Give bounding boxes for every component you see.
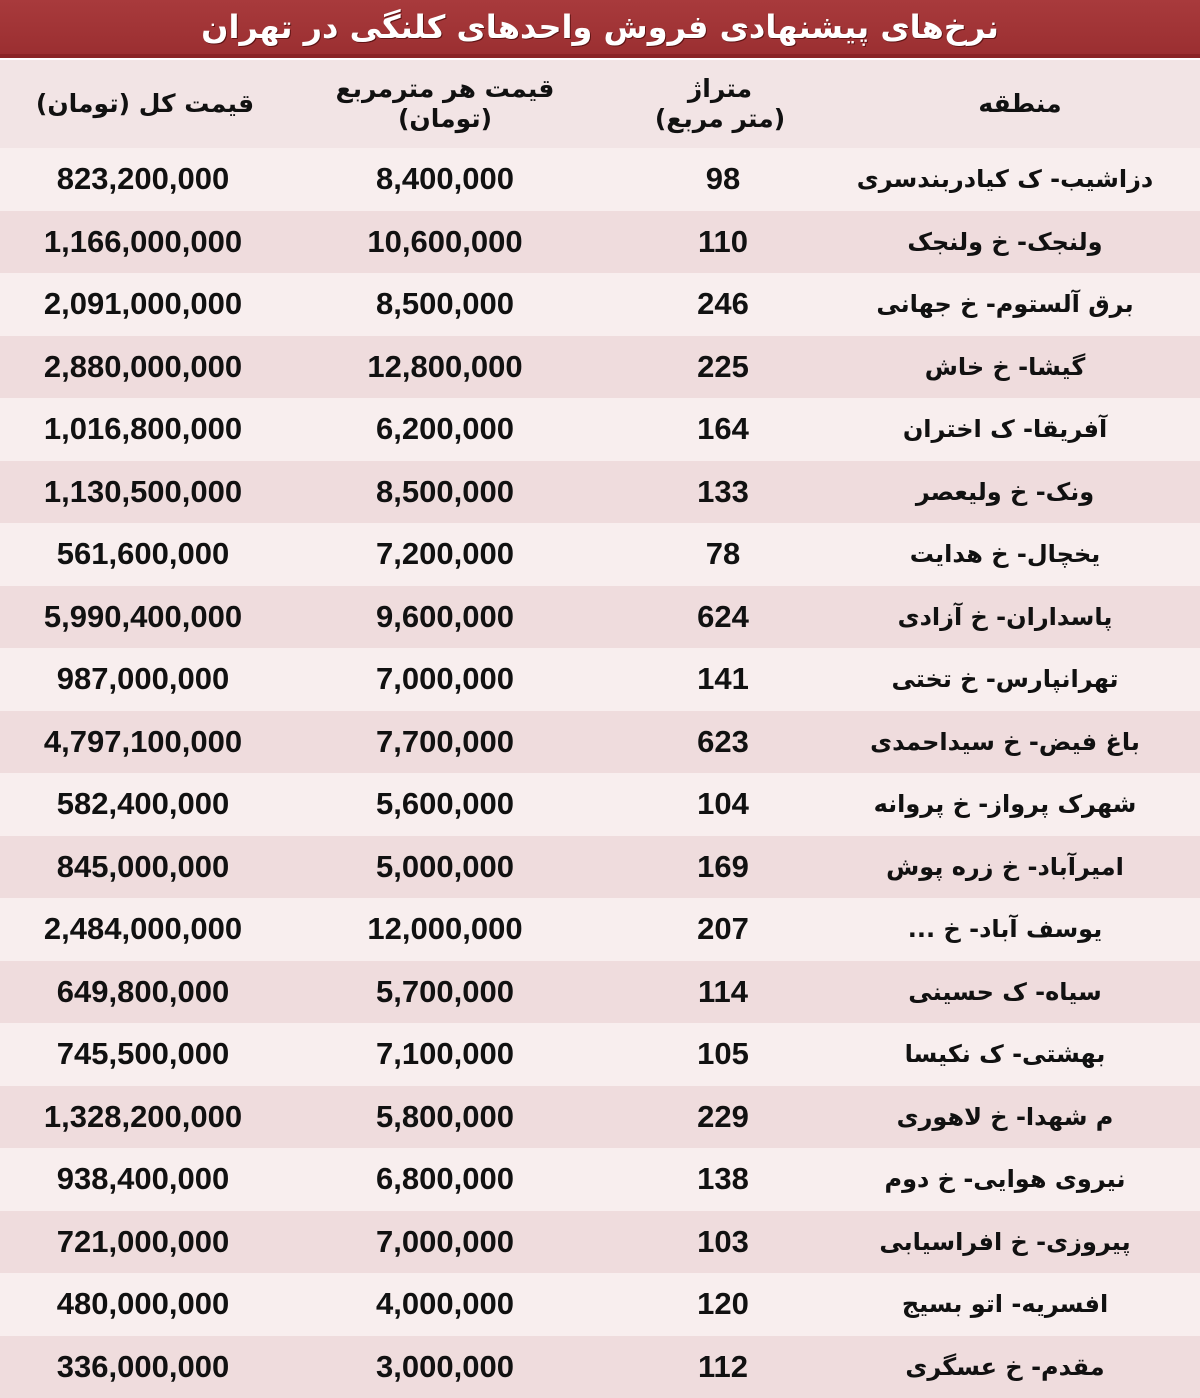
price-per-m2-cell: 8,500,000 bbox=[290, 286, 600, 322]
region-cell: بهشتی- ک نکیسا bbox=[840, 1040, 1200, 1068]
total-price-cell: 1,166,000,000 bbox=[0, 224, 290, 260]
total-price-cell: 1,328,200,000 bbox=[0, 1099, 290, 1135]
table-row bbox=[0, 1148, 1200, 1211]
price-per-m2-cell: 7,700,000 bbox=[290, 724, 600, 760]
price-per-m2-cell: 7,000,000 bbox=[290, 661, 600, 697]
price-per-m2-cell: 7,100,000 bbox=[290, 1036, 600, 1072]
price-per-m2-cell: 4,000,000 bbox=[290, 1286, 600, 1322]
area-cell: 105 bbox=[600, 1036, 840, 1072]
table-header-row bbox=[0, 58, 1200, 148]
area-cell: 141 bbox=[600, 661, 840, 697]
region-cell: تهرانپارس- خ تختی bbox=[840, 665, 1200, 693]
total-price-cell: 2,880,000,000 bbox=[0, 349, 290, 385]
price-per-m2-cell: 5,800,000 bbox=[290, 1099, 600, 1135]
region-cell: آفریقا- ک اختران bbox=[840, 415, 1200, 443]
region-cell: پاسداران- خ آزادی bbox=[840, 603, 1200, 631]
region-cell: امیرآباد- خ زره پوش bbox=[840, 853, 1200, 881]
header-total-price: قیمت کل (تومان) bbox=[0, 89, 290, 119]
region-cell: دزاشیب- ک کیادربندسری bbox=[840, 165, 1200, 193]
total-price-cell: 987,000,000 bbox=[0, 661, 290, 697]
total-price-cell: 480,000,000 bbox=[0, 1286, 290, 1322]
total-price-cell: 561,600,000 bbox=[0, 536, 290, 572]
area-cell: 120 bbox=[600, 1286, 840, 1322]
area-cell: 114 bbox=[600, 974, 840, 1010]
price-per-m2-cell: 12,000,000 bbox=[290, 911, 600, 947]
region-cell: م شهدا- خ لاهوری bbox=[840, 1103, 1200, 1131]
area-cell: 78 bbox=[600, 536, 840, 572]
table-row bbox=[0, 711, 1200, 774]
area-cell: 110 bbox=[600, 224, 840, 260]
area-cell: 246 bbox=[600, 286, 840, 322]
total-price-cell: 845,000,000 bbox=[0, 849, 290, 885]
region-cell: گیشا- خ خاش bbox=[840, 353, 1200, 381]
table-row bbox=[0, 398, 1200, 461]
total-price-cell: 1,130,500,000 bbox=[0, 474, 290, 510]
total-price-cell: 721,000,000 bbox=[0, 1224, 290, 1260]
total-price-cell: 2,091,000,000 bbox=[0, 286, 290, 322]
table-row bbox=[0, 773, 1200, 836]
table-row bbox=[0, 1273, 1200, 1336]
table-row bbox=[0, 523, 1200, 586]
price-per-m2-cell: 8,500,000 bbox=[290, 474, 600, 510]
table-title: نرخ‌های پیشنهادی فروش واحدهای کلنگی در تهران bbox=[0, 0, 1200, 58]
total-price-cell: 938,400,000 bbox=[0, 1161, 290, 1197]
header-region: منطقه bbox=[840, 89, 1200, 119]
price-per-m2-cell: 5,600,000 bbox=[290, 786, 600, 822]
header-price-per-m2-unit: (تومان) bbox=[290, 104, 600, 134]
price-per-m2-cell: 6,800,000 bbox=[290, 1161, 600, 1197]
region-cell: یوسف آباد- خ ... bbox=[840, 915, 1200, 943]
area-cell: 225 bbox=[600, 349, 840, 385]
table-row bbox=[0, 961, 1200, 1024]
total-price-cell: 5,990,400,000 bbox=[0, 599, 290, 635]
table-body bbox=[0, 148, 1200, 1398]
total-price-cell: 745,500,000 bbox=[0, 1036, 290, 1072]
price-per-m2-cell: 8,400,000 bbox=[290, 161, 600, 197]
price-per-m2-cell: 5,700,000 bbox=[290, 974, 600, 1010]
table-row bbox=[0, 1211, 1200, 1274]
region-cell: برق آلستوم- خ جهانی bbox=[840, 290, 1200, 318]
area-cell: 103 bbox=[600, 1224, 840, 1260]
area-cell: 169 bbox=[600, 849, 840, 885]
total-price-cell: 336,000,000 bbox=[0, 1349, 290, 1385]
price-per-m2-cell: 7,000,000 bbox=[290, 1224, 600, 1260]
price-per-m2-cell: 12,800,000 bbox=[290, 349, 600, 385]
region-cell: پیروزی- خ افراسیابی bbox=[840, 1228, 1200, 1256]
area-cell: 112 bbox=[600, 1349, 840, 1385]
price-table bbox=[0, 58, 1200, 1398]
price-per-m2-cell: 6,200,000 bbox=[290, 411, 600, 447]
table-row bbox=[0, 461, 1200, 524]
header-price-per-m2 bbox=[290, 74, 600, 134]
header-area-label: متراژ bbox=[600, 74, 840, 104]
table-row bbox=[0, 148, 1200, 211]
header-price-per-m2-label: قیمت هر مترمربع bbox=[290, 74, 600, 104]
area-cell: 138 bbox=[600, 1161, 840, 1197]
total-price-cell: 823,200,000 bbox=[0, 161, 290, 197]
region-cell: شهرک پرواز- خ پروانه bbox=[840, 790, 1200, 818]
price-per-m2-cell: 3,000,000 bbox=[290, 1349, 600, 1385]
region-cell: مقدم- خ عسگری bbox=[840, 1353, 1200, 1381]
area-cell: 104 bbox=[600, 786, 840, 822]
total-price-cell: 582,400,000 bbox=[0, 786, 290, 822]
total-price-cell: 4,797,100,000 bbox=[0, 724, 290, 760]
price-per-m2-cell: 7,200,000 bbox=[290, 536, 600, 572]
table-row bbox=[0, 1086, 1200, 1149]
table-row bbox=[0, 336, 1200, 399]
table-row bbox=[0, 836, 1200, 899]
area-cell: 98 bbox=[600, 161, 840, 197]
total-price-cell: 2,484,000,000 bbox=[0, 911, 290, 947]
region-cell: افسریه- اتو بسیج bbox=[840, 1290, 1200, 1318]
area-cell: 133 bbox=[600, 474, 840, 510]
table-row bbox=[0, 586, 1200, 649]
header-area bbox=[600, 74, 840, 134]
total-price-cell: 1,016,800,000 bbox=[0, 411, 290, 447]
area-cell: 624 bbox=[600, 599, 840, 635]
table-row bbox=[0, 211, 1200, 274]
region-cell: ولنجک- خ ولنجک bbox=[840, 228, 1200, 256]
table-row bbox=[0, 648, 1200, 711]
table-row bbox=[0, 1336, 1200, 1398]
region-cell: نیروی هوایی- خ دوم bbox=[840, 1165, 1200, 1193]
region-cell: سیاه- ک حسینی bbox=[840, 978, 1200, 1006]
region-cell: باغ فیض- خ سیداحمدی bbox=[840, 728, 1200, 756]
total-price-cell: 649,800,000 bbox=[0, 974, 290, 1010]
area-cell: 207 bbox=[600, 911, 840, 947]
table-row bbox=[0, 898, 1200, 961]
price-per-m2-cell: 9,600,000 bbox=[290, 599, 600, 635]
area-cell: 229 bbox=[600, 1099, 840, 1135]
area-cell: 164 bbox=[600, 411, 840, 447]
region-cell: یخچال- خ هدایت bbox=[840, 540, 1200, 568]
header-area-unit: (متر مربع) bbox=[600, 104, 840, 134]
area-cell: 623 bbox=[600, 724, 840, 760]
table-row bbox=[0, 273, 1200, 336]
price-per-m2-cell: 10,600,000 bbox=[290, 224, 600, 260]
price-per-m2-cell: 5,000,000 bbox=[290, 849, 600, 885]
region-cell: ونک- خ ولیعصر bbox=[840, 478, 1200, 506]
table-row bbox=[0, 1023, 1200, 1086]
